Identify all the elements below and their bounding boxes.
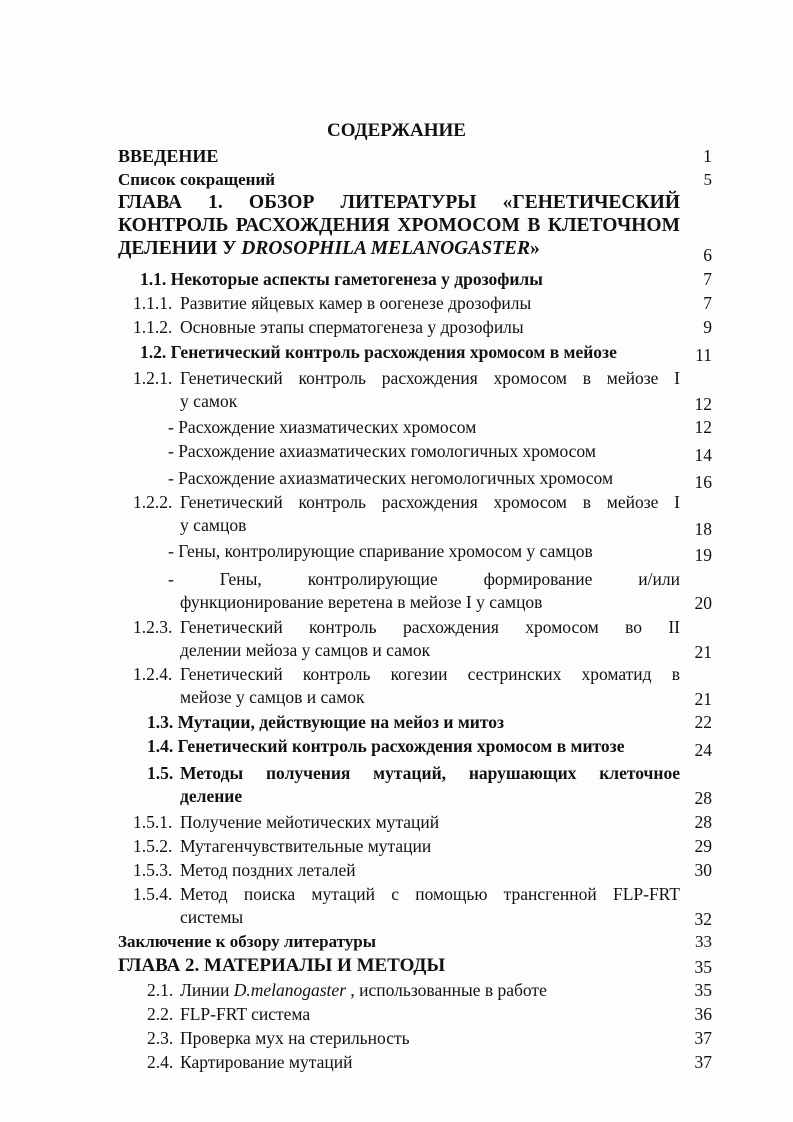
toc-page-number: 35 xyxy=(694,957,712,977)
toc-entry-text: Мутации, действующие на мейоз и митоз xyxy=(177,712,505,732)
toc-page-number: 18 xyxy=(694,519,712,539)
toc-section-number: 2.1. xyxy=(147,980,174,1000)
toc-entry xyxy=(118,931,712,953)
toc-entry xyxy=(133,316,712,338)
toc-entry-text-line: КОНТРОЛЬ РАСХОЖДЕНИЯ ХРОМОСОМ В КЛЕТОЧНОМ xyxy=(118,215,680,236)
toc-entry-text: - Расхождение ахиазматических негомологичных хромосом xyxy=(168,468,614,488)
toc-page-number: 32 xyxy=(694,909,712,929)
toc-page-number: 30 xyxy=(694,860,712,880)
page-title: СОДЕРЖАНИЕ xyxy=(327,120,466,141)
toc-chapter-entry xyxy=(118,954,712,977)
toc-entry-text: Картирование мутаций xyxy=(180,1052,353,1072)
toc-page-number: 19 xyxy=(694,545,712,565)
toc-section-number: 1.2.2. xyxy=(133,492,173,512)
toc-entry-text-line: функционирование веретена в мейозе I у самцов xyxy=(180,592,543,612)
toc-page-number: 22 xyxy=(694,712,712,732)
toc-entry xyxy=(168,540,712,565)
toc-entry-text-line: Генетический контроль расхождения хромосом в мейозе I xyxy=(180,368,680,388)
toc-entry-text: Проверка мух на стерильность xyxy=(180,1028,410,1048)
toc-page-number: 7 xyxy=(703,293,712,313)
toc-page-number: 11 xyxy=(695,345,712,365)
toc-entry-text-line: у самок xyxy=(180,391,238,411)
toc-entry-text-line: делении мейоза у самцов и самок xyxy=(180,640,431,660)
toc-page-number: 37 xyxy=(694,1028,712,1048)
toc-page-number: 33 xyxy=(695,932,712,951)
toc-entry-text: Заключение к обзору литературы xyxy=(118,932,377,951)
toc-chapter-entry xyxy=(118,191,680,260)
toc-section-number: 1.5.3. xyxy=(133,860,173,880)
toc-section-number: 1.5.1. xyxy=(133,812,173,832)
toc-entry-text: - Расхождение ахиазматических гомологичных хромосом xyxy=(168,441,596,461)
toc-page-number: 6 xyxy=(703,245,712,265)
toc-entry xyxy=(147,1003,712,1025)
toc-entry xyxy=(168,416,712,438)
toc-entry xyxy=(133,883,712,929)
toc-entry xyxy=(147,711,712,733)
toc-entry xyxy=(168,568,712,614)
toc-entry-text: - Расхождение хиазматических хромосом xyxy=(168,417,477,437)
toc-entry xyxy=(133,663,712,709)
toc-section-number: 1.5. xyxy=(147,763,174,783)
toc-entry-text-line: системы xyxy=(180,907,244,927)
toc-section-number: 1.2.4. xyxy=(133,664,173,684)
toc-entry-text-line: ГЛАВА 1. ОБЗОР ЛИТЕРАТУРЫ «ГЕНЕТИЧЕСКИЙ xyxy=(118,192,680,213)
toc-entry-text: Список сокращений xyxy=(118,170,276,189)
toc-entry xyxy=(133,859,712,881)
toc-entry xyxy=(133,835,712,857)
toc-entry xyxy=(133,616,712,662)
toc-section-number: 1.3. xyxy=(147,712,174,732)
toc-page-number: 1 xyxy=(703,146,712,166)
toc-page-number: 16 xyxy=(694,472,712,492)
toc-entry-text: Генетический контроль расхождения хромосом в митозе xyxy=(177,736,625,756)
toc-entry-text-line: Метод поиска мутаций с помощью трансгенной FLP-FRT xyxy=(180,884,680,904)
toc-entry xyxy=(147,762,712,808)
toc-page-number: 37 xyxy=(694,1052,712,1072)
toc-entry-text-line: ДЕЛЕНИИ У DROSOPHILA MELANOGASTER» xyxy=(118,238,540,259)
toc-page-number: 21 xyxy=(694,642,712,662)
toc-entry-text-line: деление xyxy=(180,786,243,806)
toc-page-number: 5 xyxy=(703,170,712,189)
toc-entry-text: ВВЕДЕНИЕ xyxy=(118,146,219,166)
toc-entry-text: Генетический контроль расхождения хромосом в мейозе xyxy=(170,342,617,362)
toc-entry xyxy=(133,811,712,833)
toc-page-number: 7 xyxy=(703,269,712,289)
toc-page-number: 14 xyxy=(694,445,712,465)
toc-entry-text: Получение мейотических мутаций xyxy=(180,812,440,832)
toc-section-number: 1.2.3. xyxy=(133,617,173,637)
toc-section-number: 1.2. xyxy=(140,342,167,362)
toc-page-number: 28 xyxy=(694,788,712,808)
toc-entry xyxy=(147,1027,712,1049)
toc-section-number: 2.4. xyxy=(147,1052,174,1072)
toc-section-number: 1.1. xyxy=(140,269,167,289)
toc-entry-text-line: Генетический контроль когезии сестринских хроматид в xyxy=(180,664,680,684)
toc-section-number: 1.1.2. xyxy=(133,317,173,337)
toc-section-number: 1.4. xyxy=(147,736,174,756)
toc-page-number: 36 xyxy=(694,1004,712,1024)
toc-page-number: 29 xyxy=(694,836,712,856)
toc-page-number: 12 xyxy=(694,417,712,437)
toc-entry-text: - Гены, контролирующие спаривание хромосом у самцов xyxy=(168,541,593,561)
toc-section-number: 1.2.1. xyxy=(133,368,173,388)
toc-entry xyxy=(168,440,712,465)
toc-entry xyxy=(147,1051,712,1073)
toc-entry-text: Развитие яйцевых камер в оогенезе дрозофилы xyxy=(180,293,532,313)
toc-page-number: 24 xyxy=(694,740,712,760)
toc-entry-text: Метод поздних леталей xyxy=(180,860,356,880)
toc-entry xyxy=(133,491,712,537)
toc-entry-text-line: - Гены, контролирующие формирование и/или xyxy=(168,569,680,589)
toc-entry-text: FLP-FRT система xyxy=(180,1004,311,1024)
toc-entry-text-line: Генетический контроль расхождения хромосом во II xyxy=(180,617,680,637)
toc-entry xyxy=(118,169,712,191)
toc-entry xyxy=(168,467,712,492)
toc-page-number: 9 xyxy=(703,317,712,337)
toc-page-number: 21 xyxy=(694,689,712,709)
toc-entry: 2.1. Линии D.melanogaster , использованные в работе 35 xyxy=(147,980,712,1000)
toc-entry-text-line: у самцов xyxy=(180,515,247,535)
toc-entry-text-line: Методы получения мутаций, нарушающих клеточное xyxy=(180,763,680,783)
toc-section-number: 1.5.2. xyxy=(133,836,173,856)
toc-entry xyxy=(133,367,712,413)
toc-entry xyxy=(133,292,712,314)
toc-entry-text-line: Генетический контроль расхождения хромосом в мейозе I xyxy=(180,492,680,512)
toc-section-number: 1.5.4. xyxy=(133,884,173,904)
toc-entry-text-line: мейозе у самцов и самок xyxy=(180,687,365,707)
toc-entry xyxy=(118,145,712,167)
toc-page-number: 35 xyxy=(694,980,712,1000)
toc-page-number: 20 xyxy=(694,593,712,613)
toc-section-number: 1.1.1. xyxy=(133,293,173,313)
toc-section-number: 2.3. xyxy=(147,1028,174,1048)
toc-section-number: 2.2. xyxy=(147,1004,174,1024)
toc-entry-text: ГЛАВА 2. МАТЕРИАЛЫ И МЕТОДЫ xyxy=(118,955,446,976)
toc-entry xyxy=(147,735,712,760)
toc-page-number: 12 xyxy=(694,394,712,414)
toc-entry xyxy=(140,268,712,290)
toc-entry-text: Основные этапы сперматогенеза у дрозофилы xyxy=(180,317,524,337)
toc-entry xyxy=(140,341,712,363)
toc-entry-text: Мутагенчувствительные мутации xyxy=(180,836,432,856)
toc-entry-text: Некоторые аспекты гаметогенеза у дрозофилы xyxy=(170,269,543,289)
toc-page-number: 28 xyxy=(694,812,712,832)
